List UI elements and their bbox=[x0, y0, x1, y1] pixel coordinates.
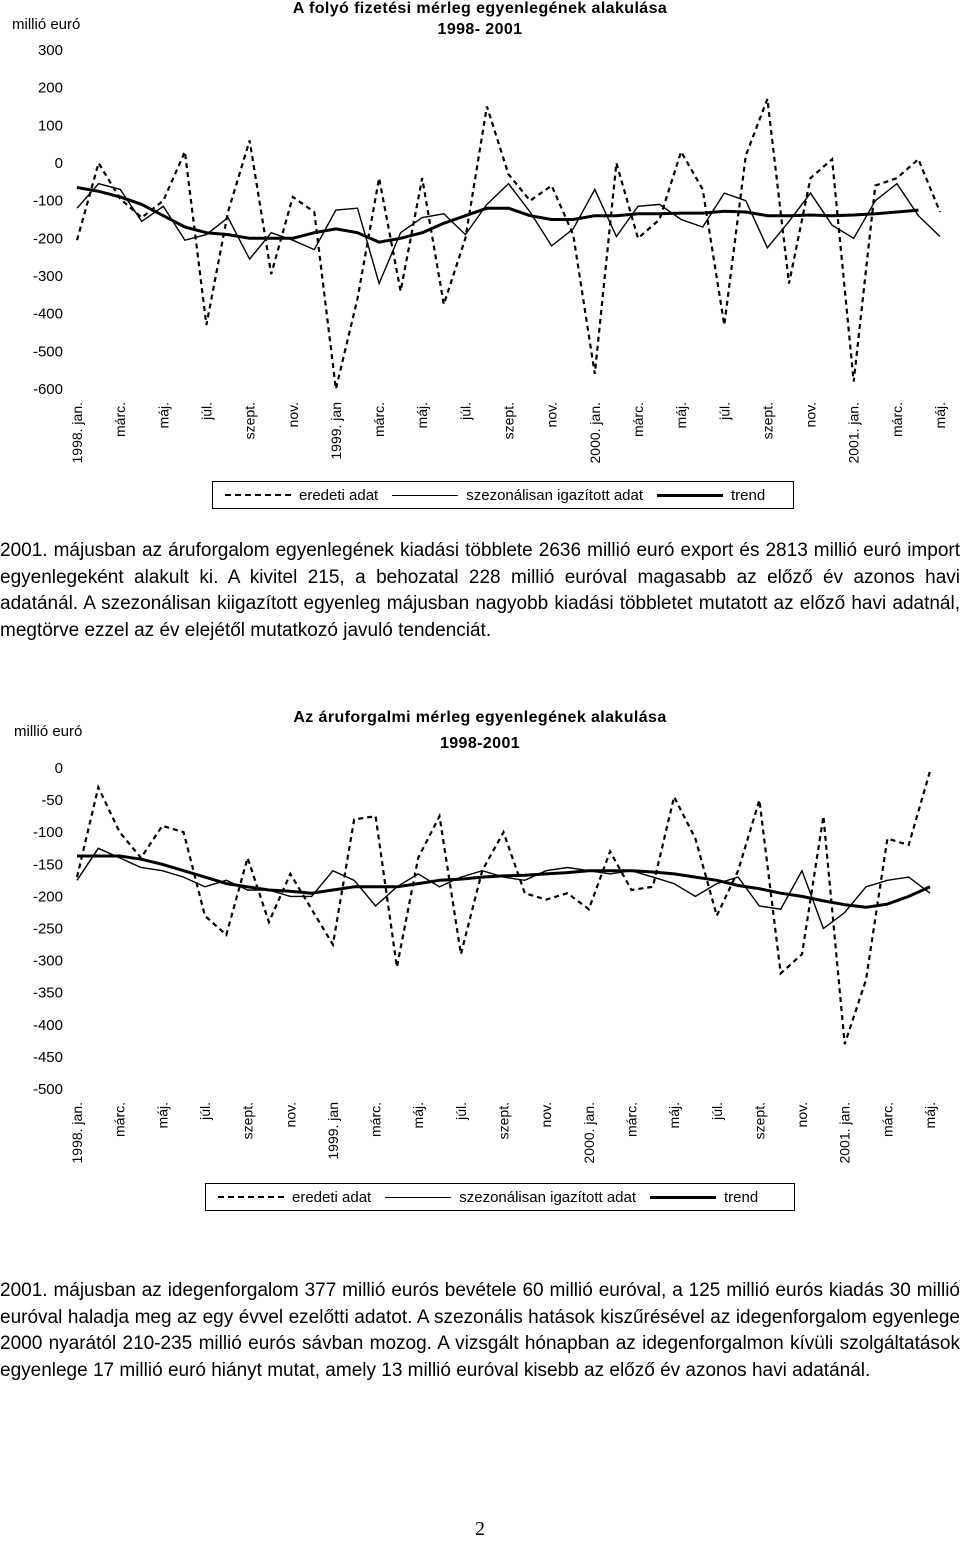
legend-item-seasonal bbox=[392, 487, 643, 504]
legend-item-original bbox=[218, 1189, 371, 1206]
x-tick-label: márc. bbox=[623, 1102, 640, 1137]
y-tick-label: -400 bbox=[32, 1016, 63, 1034]
x-tick-label: szept. bbox=[241, 402, 258, 440]
series-line-dashed bbox=[77, 99, 940, 389]
current-account-plot bbox=[0, 0, 960, 470]
x-tick-label: máj. bbox=[414, 402, 431, 429]
y-tick-label: -100 bbox=[32, 824, 63, 842]
x-tick-label: júl. bbox=[452, 1102, 469, 1120]
x-tick-label: 1999. jan bbox=[324, 1102, 341, 1160]
x-tick-label: szept. bbox=[500, 402, 517, 440]
x-tick-label: márc. bbox=[112, 402, 129, 437]
x-tick-label: márc. bbox=[111, 1102, 128, 1137]
series-line-thick bbox=[77, 188, 918, 243]
legend-swatch-dashed bbox=[218, 1196, 284, 1198]
y-unit-label: millió euró bbox=[14, 723, 83, 740]
series-line-thick bbox=[77, 856, 930, 907]
legend-item-trend bbox=[650, 1189, 758, 1206]
y-tick-label: -300 bbox=[32, 952, 63, 970]
x-tick-label: nov. bbox=[284, 402, 301, 428]
y-tick-label: -600 bbox=[32, 381, 63, 398]
x-tick-label: máj. bbox=[922, 1102, 938, 1129]
x-tick-label: márc. bbox=[629, 402, 646, 437]
chart-title-line1: Az áruforgalmi mérleg egyenlegének alakulása bbox=[293, 709, 667, 726]
legend-swatch-thin bbox=[385, 1197, 451, 1198]
chart-title-line2: 1998-2001 bbox=[439, 735, 521, 752]
x-tick-label: máj. bbox=[932, 402, 948, 429]
y-tick-label: -50 bbox=[41, 792, 63, 810]
y-tick-label: 300 bbox=[37, 42, 63, 59]
y-tick-label: -400 bbox=[32, 305, 63, 323]
x-tick-label: márc. bbox=[367, 1102, 384, 1137]
legend-label-seasonal: szezonálisan igazított adat bbox=[459, 1188, 637, 1206]
x-tick-label: nov. bbox=[802, 402, 819, 428]
x-tick-label: júl. bbox=[716, 402, 733, 420]
y-tick-label: -200 bbox=[32, 888, 63, 906]
x-tick-label: 1998. jan. bbox=[69, 402, 85, 464]
y-unit-label: millió euró bbox=[12, 16, 81, 33]
x-tick-label: máj. bbox=[666, 1102, 683, 1129]
y-tick-label: -500 bbox=[32, 1081, 63, 1098]
y-tick-label: 0 bbox=[54, 760, 63, 777]
legend-swatch-dashed bbox=[225, 494, 291, 496]
y-tick-label: -500 bbox=[32, 343, 63, 361]
y-tick-label: 200 bbox=[37, 79, 63, 97]
x-tick-label: nov. bbox=[538, 1102, 555, 1128]
legend-item-trend bbox=[657, 487, 765, 504]
trade-balance-chart bbox=[0, 700, 960, 1225]
legend-swatch-thin bbox=[392, 495, 458, 496]
y-tick-label: -150 bbox=[32, 856, 63, 874]
x-tick-label: szept. bbox=[495, 1102, 512, 1140]
x-tick-label: júl. bbox=[198, 402, 215, 420]
current-account-chart bbox=[0, 0, 960, 520]
x-tick-label: márc. bbox=[371, 402, 388, 437]
x-tick-label: 1999. jan bbox=[327, 402, 344, 460]
legend-label-original: eredeti adat bbox=[292, 1188, 372, 1206]
legend-label-original: eredeti adat bbox=[299, 486, 379, 504]
y-tick-label: 0 bbox=[54, 155, 63, 172]
x-tick-label: nov. bbox=[282, 1102, 299, 1128]
legend-label-seasonal: szezonálisan igazított adat bbox=[466, 486, 644, 504]
x-tick-label: júl. bbox=[708, 1102, 725, 1120]
x-tick-label: szept. bbox=[239, 1102, 256, 1140]
y-tick-label: -100 bbox=[32, 192, 63, 210]
x-tick-label: 1998. jan. bbox=[69, 1102, 85, 1164]
y-tick-label: -300 bbox=[32, 268, 63, 285]
paragraph-tourism: 2001. májusban az idegenforgalom 377 millió eurós bevétele 60 millió euróval, a 125 millió eurós kiadás 30 millió euróval haladja meg az egy évvel ezelőtti adatot. A szezonális hatások kiszűrésével az idegenforgalom egyenlege 2000 nyarától 210-235 millió eurós sávban mozog. A vizsgált hónapban az idegenforgalmon kívüli szolgáltatások egyenlege 17 millió euró hiányt mutat, amely 13 millió euróval kisebb az előző év azonos havi adatánál. bbox=[0, 1280, 960, 1381]
legend-swatch-thick bbox=[657, 494, 723, 497]
y-tick-label: -200 bbox=[32, 230, 63, 248]
y-tick-label: 100 bbox=[37, 117, 63, 135]
legend-swatch-thick bbox=[650, 1196, 716, 1199]
paragraph-trade-balance: 2001. májusban az áruforgalom egyenlegének kiadási többlete 2636 millió euró export és 2813 millió euró import egyenlegeként alakult ki. A kivitel 215, a behozatal 228 millió euróval magasabb az előző év azonos havi adatánál. A szezonálisan kiigazított egyenleg májusban nagyobb kiadási többletet mutatott az előző havi adatnál, megtörve ezzel az év elejétől mutatkozó javuló tendenciát. bbox=[0, 540, 960, 641]
legend-label-trend: trend bbox=[731, 486, 766, 504]
y-tick-label: -350 bbox=[32, 984, 63, 1002]
x-tick-label: 2001. jan. bbox=[836, 1102, 853, 1164]
x-tick-label: máj. bbox=[155, 402, 172, 429]
legend-item-original bbox=[225, 487, 378, 504]
x-tick-label: nov. bbox=[543, 402, 560, 428]
x-tick-label: szept. bbox=[751, 1102, 768, 1140]
y-tick-label: -250 bbox=[32, 920, 63, 938]
chart-title-line1: A folyó fizetési mérleg egyenlegének alakulása bbox=[292, 0, 668, 17]
trade-balance-plot bbox=[0, 700, 960, 1180]
x-tick-label: júl. bbox=[457, 402, 474, 420]
x-tick-label: márc. bbox=[888, 402, 905, 437]
y-tick-label: -450 bbox=[32, 1048, 63, 1066]
x-tick-label: szept. bbox=[759, 402, 776, 440]
x-tick-label: 2001. jan. bbox=[845, 402, 862, 464]
x-tick-label: júl. bbox=[196, 1102, 213, 1120]
chart-legend bbox=[212, 481, 794, 509]
x-tick-label: máj. bbox=[154, 1102, 171, 1129]
chart-title-line2: 1998- 2001 bbox=[437, 21, 523, 38]
x-tick-label: 2000. jan. bbox=[580, 1102, 597, 1164]
x-tick-label: márc. bbox=[879, 1102, 896, 1137]
legend-label-trend: trend bbox=[724, 1188, 759, 1206]
x-tick-label: 2000. jan. bbox=[586, 402, 603, 464]
legend-item-seasonal bbox=[385, 1189, 636, 1206]
x-tick-label: máj. bbox=[673, 402, 690, 429]
x-tick-label: nov. bbox=[794, 1102, 811, 1128]
series-line-thin bbox=[77, 848, 930, 928]
x-tick-label: máj. bbox=[410, 1102, 427, 1129]
page-number: 2 bbox=[475, 1518, 485, 1540]
chart-legend bbox=[205, 1183, 795, 1211]
series-line-dashed bbox=[77, 771, 930, 1044]
